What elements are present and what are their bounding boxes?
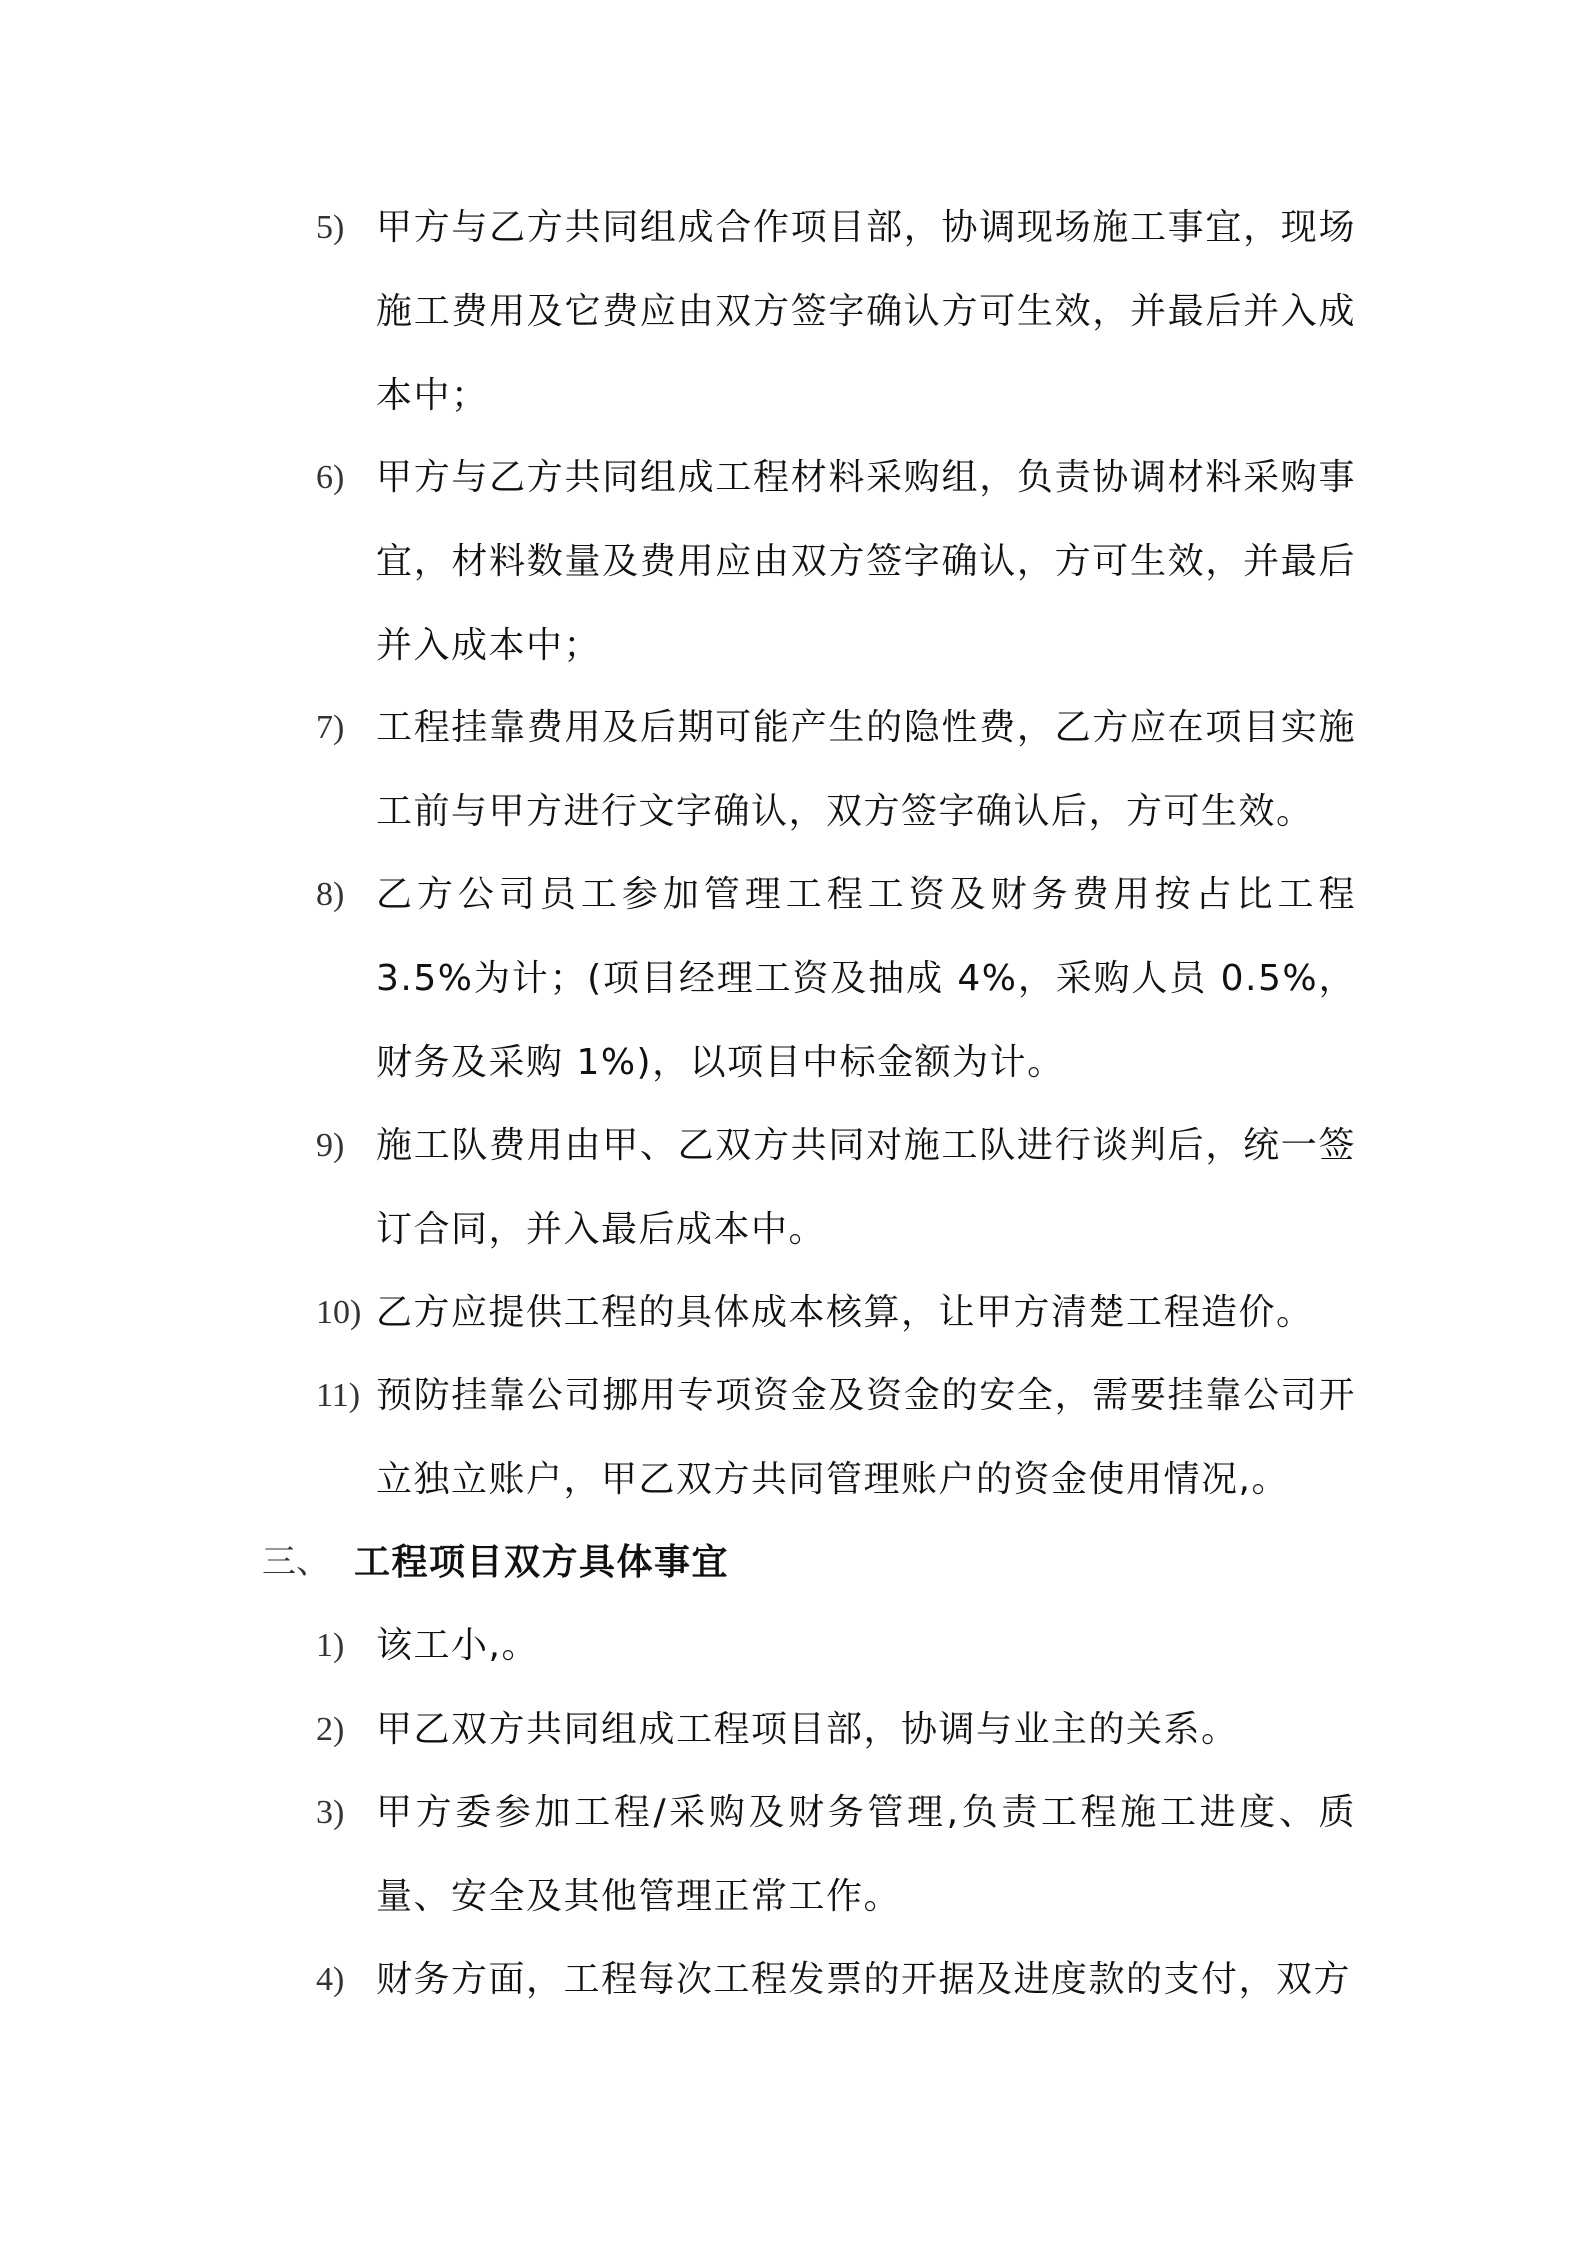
list-item-number: 3) [316,1794,345,1831]
list-item-text: 工程挂靠费用及后期可能产生的隐性费，乙方应在项目实施工前与甲方进行文字确认，双方签字确认后，方可生效。 [376,707,1356,832]
list-item-text: 甲方与乙方共同组成合作项目部，协调现场施工事宜，现场施工费用及它费应由双方签字确认方可生效，并最后并入成本中； [376,207,1356,416]
section-title: 工程项目双方具体事宜 [354,1542,730,1583]
list-item-text: 甲乙双方共同组成工程项目部，协调与业主的关系。 [376,1709,1239,1750]
list-item-text: 该工小,。 [376,1625,539,1666]
list-item-number: 8) [316,876,345,913]
list-item-number: 11) [316,1377,361,1414]
list-item-number: 9) [316,1127,345,1164]
list-item-number: 1) [316,1627,345,1664]
list-item-text: 施工队费用由甲、乙双方共同对施工队进行谈判后，统一签订合同，并入最后成本中。 [376,1125,1356,1250]
list-item-number: 10) [316,1294,362,1331]
list-item-number: 6) [316,459,345,496]
section-number: 三、 [262,1544,330,1581]
list-item-text: 乙方应提供工程的具体成本核算，让甲方清楚工程造价。 [376,1292,1314,1333]
list-item-number: 4) [316,1961,345,1998]
list-item-text: 财务方面，工程每次工程发票的开据及进度款的支付，双方 [376,1959,1352,2000]
list-item-number: 5) [316,209,345,246]
list-item-text: 预防挂靠公司挪用专项资金及资金的安全，需要挂靠公司开立独立账户，甲乙双方共同管理账户的资金使用情况,。 [376,1375,1356,1500]
list-item-number: 7) [316,709,345,746]
list-item-text: 乙方公司员工参加管理工程工资及财务费用按占比工程3.5%为计；(项目经理工资及抽成 4%，采购人员 0.5%，财务及采购 1%)，以项目中标金额为计。 [376,874,1356,1083]
list-item-text: 甲方与乙方共同组成工程材料采购组，负责协调材料采购事宜，材料数量及费用应由双方签字确认，方可生效，并最后并入成本中； [376,457,1356,666]
list-item-text: 甲方委参加工程/采购及财务管理,负责工程施工进度、质量、安全及其他管理正常工作。 [376,1792,1356,1917]
list-item-number: 2) [316,1711,345,1748]
